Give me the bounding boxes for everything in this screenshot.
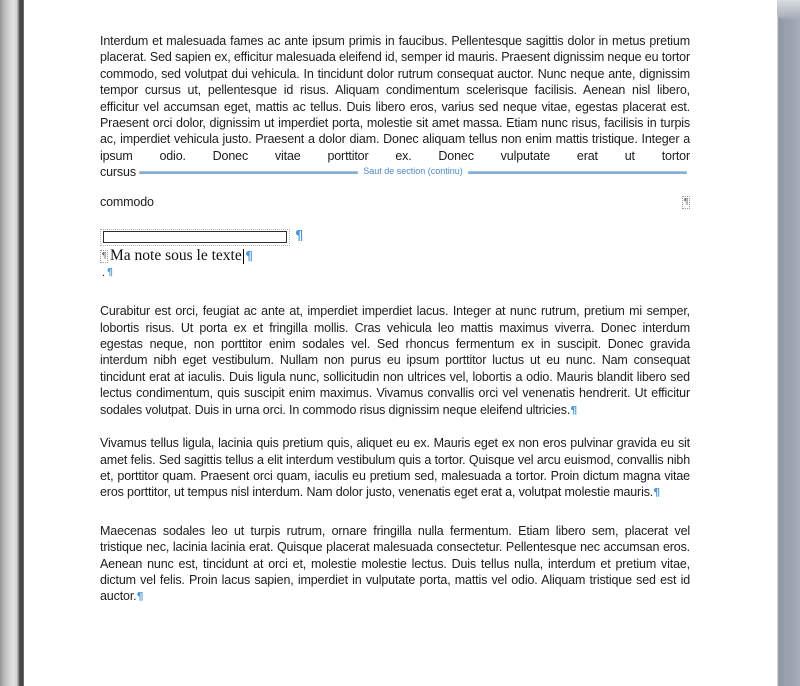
- frame-anchor-icon: ¶: [682, 196, 690, 209]
- paragraph-4-text: Vivamus tellus ligula, lacinia quis pretium quis, aliquet eu ex. Mauris eget ex non eros pulvinar gravida eu sit amet felis. Sed sagittis tellus a elit interdum vestibulum quis a tortor. Quisque vel arcu euismod, convallis nibh et, porttitor quam. Praesent orci quam, iaculis eu pretium sed, malesuada a tortor. Proin dictum magna vitae eros porttitor, ut tempus nisl interdum. Nam dolor justo, venenatis eget erat a, volutpat molestie mauris.: [100, 436, 690, 500]
- note-text[interactable]: Ma note sous le texte: [110, 247, 242, 265]
- paragraph-3-text: Curabitur est orci, feugiat ac ante at, imperdiet imperdiet lacus. Integer at nunc rutrum, pretium mi semper, lobortis risus. Ut porta ex et fringilla mollis. Cras vehicula leo mattis maximus viverra. Donec interdum egestas neque, non porttitor enim sodales vel. Sed rhoncus fermentum ex in suscipit. Donec gravida interdum nibh eget vestibulum. Nullam non purus eu ipsum porttitor luctus ut eu nunc. Nam consequat tincidunt erat at iaculis. Duis ligula nunc, sollicitudin non ultrices vel, lobortis a odio. Mauris blandit libero sed lectus condimentum, quis suscipit enim maximus. Vivamus convallis orci vel venenatis hendrerit. Ut efficitur sodales volutpat. Duis in urna orci. In commodo risus dignissim neque eleifend ultricies.: [100, 304, 690, 417]
- paragraph-5[interactable]: [100, 523, 690, 606]
- document-page[interactable]: [24, 0, 777, 686]
- paragraph-1[interactable]: [100, 33, 690, 164]
- note-line[interactable]: [100, 247, 690, 265]
- pilcrow-mark: ¶: [295, 229, 304, 245]
- paragraph-2[interactable]: [100, 194, 690, 210]
- paragraph-2-text: commodo: [100, 195, 154, 210]
- pilcrow-mark: ¶: [136, 590, 144, 604]
- paragraph-1-text: Interdum et malesuada fames ac ante ipsum primis in faucibus. Pellentesque sagittis dolor in metus pretium placerat. Sed sapien ex, efficitur malesuada eleifend id, semper id mauris. Praesent dignissim neque eu tortor commodo, sed volutpat dui vehicula. In tincidunt dolor rutrum consequat auctor. Nunc neque ante, dignissim tempor cursus ut, pellentesque id risus. Aliquam condimentum scelerisque facilisis. Aenean nisl libero, efficitur vel accumsan eget, mattis ac tellus. Duis libero eros, varius sed neque vitae, egestas placerat est. Praesent orci dolor, dignissim ut imperdiet porta, molestie sit amet massa. Etiam nunc risus, facilisis in turpis ac, imperdiet vehicula justo. Praesent a dolor diam. Donec aliquam tellus non enim mattis tristique. Integer a ipsum odio. Donec vitae porttitor ex. Donec vulputate erat ut tortor: [100, 34, 690, 163]
- scrollbar-track-top: [777, 0, 800, 20]
- pilcrow-mark: ¶: [106, 267, 113, 279]
- form-field-row: [100, 229, 690, 246]
- section-break-line-right: [468, 171, 687, 174]
- pilcrow-mark: ¶: [245, 249, 253, 264]
- section-break-line-left: [139, 171, 358, 174]
- text-form-field[interactable]: [100, 229, 290, 246]
- section-break-label: Saut de section (continu): [363, 166, 463, 177]
- pilcrow-mark: ¶: [653, 486, 661, 500]
- pilcrow-mark: ¶: [570, 403, 578, 417]
- paragraph-3[interactable]: [100, 303, 690, 419]
- document-body[interactable]: [100, 33, 690, 606]
- text-caret: [243, 249, 245, 264]
- space-dot-mark: .: [102, 267, 105, 280]
- scrollbar-track[interactable]: [777, 0, 800, 686]
- anchor-icon: ¶: [100, 250, 108, 263]
- text-form-field-border: [103, 231, 287, 243]
- paragraph-1-last-word[interactable]: cursus: [100, 165, 136, 180]
- window-left-edge: [0, 0, 24, 686]
- empty-paragraph-line[interactable]: [102, 267, 690, 279]
- paragraph-5-text: Maecenas sodales leo ut turpis rutrum, ornare fringilla nulla fermentum. Etiam libero sem, placerat vel tristique nec, lacinia lacinia erat. Quisque placerat malesuada consectetur. Pellentesque nec accumsan eros. Aenean nunc est, tincidunt at orci et, molestie molestie lectus. Duis tellus nulla, interdum et pretium vitae, dictum vel felis. Proin lacus sapien, imperdiet in vulputate porta, mattis vel odio. Aliquam tristique sed est id auctor.: [100, 523, 690, 604]
- paragraph-4[interactable]: [100, 435, 690, 502]
- section-break: [100, 164, 690, 180]
